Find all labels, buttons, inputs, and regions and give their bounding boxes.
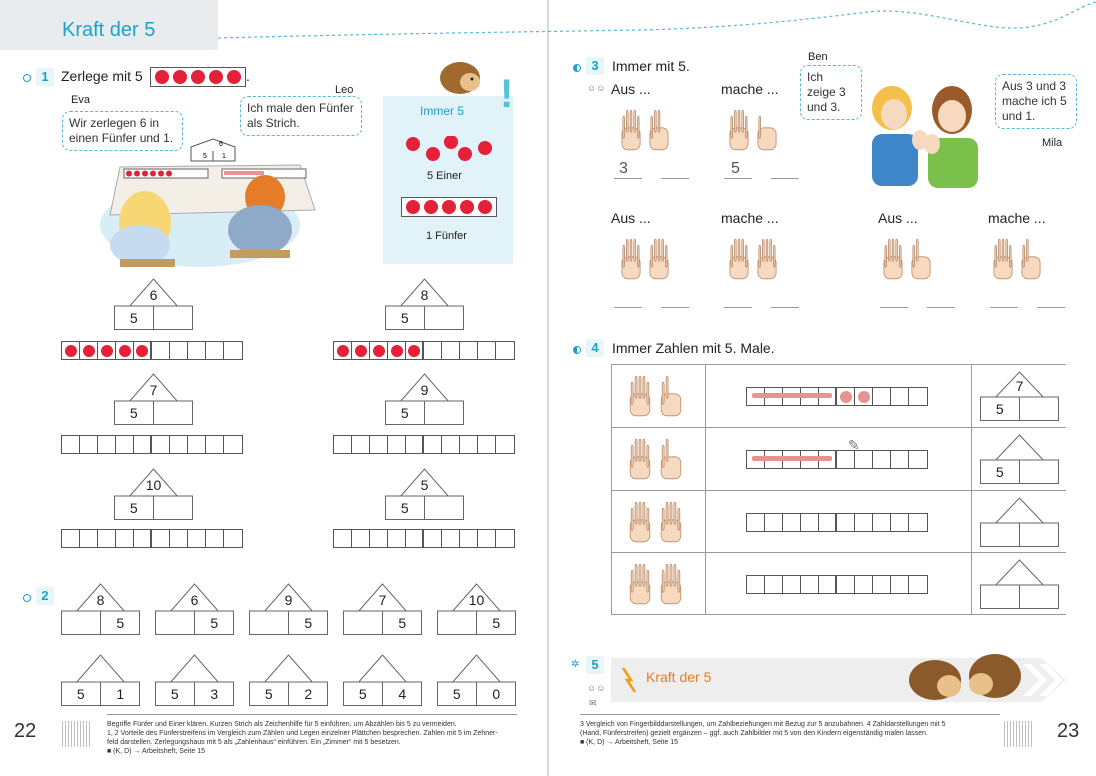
house-left-number: 5 (400, 500, 409, 516)
house-left-number: 5 (995, 401, 1004, 417)
answer-blank[interactable] (880, 307, 908, 308)
house-top-number: 7 (149, 382, 158, 398)
hand-icon (646, 237, 672, 281)
page-title: Kraft der 5 (62, 19, 156, 41)
hand-icon (626, 562, 654, 606)
eva-label: Eva (71, 94, 90, 106)
info-box-title: Immer 5 (420, 104, 465, 118)
mache-label: mache ... (721, 81, 779, 97)
hand-icon (646, 108, 672, 152)
house-left-number: 5 (358, 686, 367, 702)
house-right-number: 2 (304, 686, 313, 702)
task-text: Zerlege mit 5 (61, 68, 143, 84)
info-box-immer-5 (383, 96, 513, 264)
hand-icon (657, 437, 685, 481)
answer-value: 3 (619, 160, 628, 177)
five-units-label: 5 Einer (427, 170, 462, 182)
hand-icon (618, 108, 644, 152)
house-top-number: 8 (96, 592, 105, 608)
scattered-dots (405, 136, 495, 164)
house-top-number: 10 (145, 477, 162, 493)
hand-icon (626, 500, 654, 544)
answer-value: 5 (731, 160, 740, 177)
hand-icon (626, 374, 654, 418)
hand-icon (880, 237, 906, 281)
task-number: 1 (36, 68, 54, 86)
house-top-number: 10 (468, 592, 485, 608)
house-top-number: 7 (378, 592, 387, 608)
children-showing-fingers-illustration (862, 80, 990, 188)
number-house (343, 583, 422, 635)
ten-frame-strip (333, 435, 515, 454)
number-house (980, 434, 1059, 484)
answer-blank[interactable] (614, 307, 642, 308)
house-right-number: 5 (398, 615, 407, 631)
mache-label: mache ... (988, 210, 1046, 226)
hand-icon (990, 237, 1016, 281)
speech-bubble-eva: Wir zerlegen 6 in einen Fünfer und 1. (62, 111, 183, 151)
house-right-number: 1 (116, 686, 125, 702)
house-right-number: 0 (492, 686, 501, 702)
house-left-number: 5 (76, 686, 85, 702)
house-right-number: 5 (304, 615, 313, 631)
ten-frame-strip (61, 435, 243, 454)
hand-icon (657, 374, 685, 418)
ten-frame-strip (333, 529, 515, 548)
leo-label: Leo (335, 84, 354, 96)
pencil-icon: ✎ (848, 437, 860, 453)
house-top-number: 7 (1015, 378, 1024, 394)
speech-bubble-mila: Aus 3 und 3 mache ich 5 und 1. (995, 74, 1077, 129)
hand-icon (1018, 237, 1044, 281)
house-top-number: 6 (190, 592, 199, 608)
hand-icon (618, 237, 644, 281)
hand-icon (657, 562, 685, 606)
house-left-number: 5 (129, 405, 138, 421)
aus-label: Aus ... (611, 210, 651, 226)
number-house (155, 583, 234, 635)
hand-icon (908, 237, 934, 281)
task-number: 5 (586, 656, 604, 674)
qr-code-icon (62, 721, 92, 747)
house-left-number: 5 (129, 500, 138, 516)
number-house (114, 278, 193, 330)
answer-blank[interactable] (724, 178, 752, 179)
number-house (249, 654, 328, 706)
star-icon: ✲ (571, 659, 580, 670)
level-circle-icon (573, 346, 581, 354)
ten-frame-strip (61, 529, 243, 548)
answer-blank[interactable] (927, 307, 955, 308)
house-top-number: 5 (420, 477, 429, 493)
mache-label: mache ... (721, 210, 779, 226)
number-house (980, 559, 1059, 609)
hand-icon (726, 237, 752, 281)
partner-work-icon: ☺☺ (587, 83, 606, 93)
hand-icon (626, 437, 654, 481)
house-top-number: 9 (284, 592, 293, 608)
hand-icon (657, 500, 685, 544)
task-text: Immer Zahlen mit 5. Male. (612, 340, 775, 356)
five-dots-strip (150, 67, 246, 87)
number-house (114, 373, 193, 425)
pencil-stroke (752, 456, 832, 461)
mila-label: Mila (1042, 137, 1063, 149)
hedgehogs-running-illustration (895, 640, 1035, 710)
house-left-number: 5 (400, 310, 409, 326)
page-number-right: 23 (1057, 720, 1080, 742)
task-text: Immer mit 5. (612, 58, 690, 74)
task5-title: Kraft der 5 (646, 669, 712, 685)
number-house (343, 654, 422, 706)
house-top-number: 6 (149, 287, 158, 303)
number-house (437, 654, 516, 706)
hand-icon (754, 108, 780, 152)
house-top-number: 9 (420, 382, 429, 398)
answer-blank[interactable] (724, 307, 752, 308)
aus-label: Aus ... (878, 210, 918, 226)
ten-frame-strip[interactable] (746, 513, 928, 532)
aus-label: Aus ... (611, 81, 651, 97)
house-left-number: 5 (170, 686, 179, 702)
partner-work-icon: ☺☺ (587, 683, 606, 693)
house-top-number: 8 (420, 287, 429, 303)
house-right-number: 3 (210, 686, 219, 702)
page-spine (547, 0, 549, 776)
task-number: 2 (36, 587, 54, 605)
number-house (61, 654, 140, 706)
ben-label: Ben (808, 51, 828, 63)
decorative-dashed-line (218, 0, 1096, 60)
answer-blank[interactable] (1037, 307, 1065, 308)
page-number-left: 22 (14, 720, 37, 742)
footer-notes-left: Begriffe Fünfer und Einer klären. Kurzen Strich als Zeichenhilfe für 5 einführen, um Abzählen bis 5 zu vermeiden. 1, 2 Vorteile des Fünferstreifens im Vergleich zum Zählen und Legen einzelner Plättchen besprechen. Zahlen mit 5 im Zehner- feld darstellen. Zerlegungshaus mit 5 als „Zahlenhaus“ einführen. Ein „Zimmer“ mit 5 besetzen. ■ (K, D) → Arbeitsheft, Seite 15 (107, 721, 498, 755)
svg-text:5: 5 (203, 153, 207, 160)
answer-blank[interactable] (661, 178, 689, 179)
speech-bubble-leo: Ich male den Fünfer als Strich. (240, 96, 362, 136)
house-left-number: 5 (264, 686, 273, 702)
book-icon: ✉ (589, 698, 597, 708)
number-house (385, 278, 464, 330)
hand-icon (726, 108, 752, 152)
number-house (980, 371, 1059, 421)
five-dots-strip (401, 197, 497, 217)
ten-frame-strip (333, 341, 515, 360)
house-left-number: 5 (995, 464, 1004, 480)
svg-text:6: 6 (219, 141, 223, 148)
house-left-number: 5 (400, 405, 409, 421)
task-number: 3 (586, 57, 604, 75)
answer-blank[interactable] (990, 307, 1018, 308)
hand-icon (754, 237, 780, 281)
one-fiver-label: 1 Fünfer (426, 230, 467, 242)
answer-blank[interactable] (771, 307, 799, 308)
number-house (61, 583, 140, 635)
level-circle-icon (573, 64, 581, 72)
number-house (249, 583, 328, 635)
house-right-number: 5 (210, 615, 219, 631)
footer-notes-right: 3 Vergleich von Fingerbilddarstellungen, um Zahlbeziehungen mit Bezug zur 5 anzubahnen. 4 Zahldarstellungen mit 5 (Hand, Fünferstreifen) gezielt ergänzen – ggf. auch Zahlbilder mit 5 von den Kindern eigenständig malen lassen. ■ (K, D) → Arbeitsheft, Seite 15 (580, 721, 946, 746)
number-house (155, 654, 234, 706)
number-house (437, 583, 516, 635)
svg-text:1: 1 (222, 153, 226, 160)
house-right-number: 5 (492, 615, 501, 631)
house-right-number: 4 (398, 686, 407, 702)
footer-divider (107, 714, 517, 715)
number-house (114, 468, 193, 520)
task-period: . (246, 68, 250, 84)
answer-blank[interactable] (661, 307, 689, 308)
house-left-number: 5 (129, 310, 138, 326)
number-house (980, 497, 1059, 547)
house-left-number: 5 (452, 686, 461, 702)
hedgehog-icon (438, 56, 484, 96)
speech-bubble-ben: Ich zeige 3 und 3. (800, 65, 862, 120)
task-number: 4 (586, 339, 604, 357)
level-circle-icon (23, 594, 31, 602)
answer-blank[interactable] (614, 178, 642, 179)
pencil-stroke (752, 393, 832, 398)
children-at-table-illustration (100, 125, 320, 270)
qr-code-icon (1004, 721, 1034, 747)
number-house (385, 373, 464, 425)
house-right-number: 5 (116, 615, 125, 631)
exclamation-icon: ! (500, 72, 514, 116)
ten-frame-strip[interactable] (746, 575, 928, 594)
answer-blank[interactable] (771, 178, 799, 179)
level-circle-icon (23, 74, 31, 82)
number-house (385, 468, 464, 520)
footer-divider (580, 714, 1000, 715)
ten-frame-strip (61, 341, 243, 360)
